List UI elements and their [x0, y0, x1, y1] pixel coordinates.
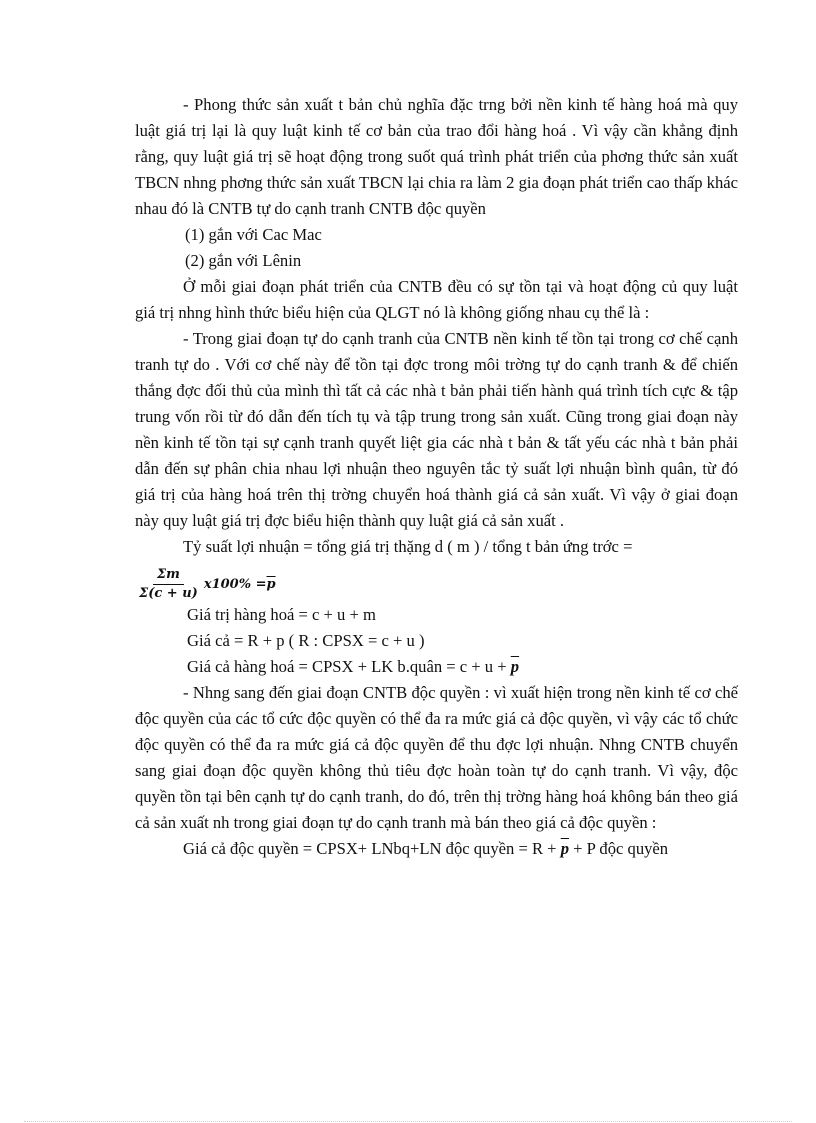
- list-item-2: (2) gắn với Lênin: [185, 251, 302, 270]
- average-profit-symbol: $\overline{p}$: [560, 839, 569, 858]
- paragraph-stages: Ở mỗi giai đoạn phát triển của CNTB đều có sự tồn tại và hoạt động củ quy luật giá trị nhng hình thức biểu hiện của QLGT nó là không giống nhau cụ thể là :: [135, 277, 738, 322]
- fraction-numerator: Σm: [153, 567, 184, 585]
- paragraph-monopoly-price: [135, 836, 738, 862]
- footer-divider: [24, 1121, 792, 1122]
- paragraph-profit-rate: Tỷ suất lợi nhuận = tổng giá trị thặng d ( m ) / tổng t bản ứng trớc =: [183, 537, 633, 556]
- formula-value: Giá trị hàng hoá = c + u + m: [187, 605, 376, 624]
- paragraph-free-competition: - Trong giai đoạn tự do cạnh tranh của CNTB nền kinh tế tồn tại trong cơ chế cạnh tranh tự do . Với cơ chế này để tồn tại đợc trong môi trờng tự do cạnh tranh & để chiến thắng đợc đối thủ của mình thì tất cả các nhà t bản phải tiến hành quá trình tích cực & tập trung vốn rồi từ đó dẫn đến tích tụ và tập trung trong sản xuất. Cũng trong giai đoạn này nền kinh tế tồn tại sự cạnh tranh quyết liệt gia các nhà t bản & tất yếu các nhà t bản phải dẫn đến sự phân chia nhau lợi nhuận theo nguyên tắc tỷ suất lợi nhuận bình quân, từ đó giá trị của hàng hoá trên thị trờng chuyển hoá thành giá cả sản xuất. Vì vậy ở giai đoạn này quy luật giá trị đợc biểu hiện thành quy luật giá cả sản xuất .: [135, 329, 738, 530]
- average-profit-symbol: $\overline{p}$: [266, 576, 276, 592]
- fraction-denominator: Σ(c + u): [139, 586, 198, 601]
- formula-price: Giá cả = R + p ( R : CPSX = c + u ): [187, 631, 425, 650]
- fraction-tail: x100% =: [203, 576, 267, 592]
- monopoly-price-text-b: + P độc quyền: [569, 839, 669, 858]
- formula-list: [135, 602, 738, 680]
- list-item-1: (1) gắn với Cac Mac: [185, 225, 322, 244]
- average-profit-symbol: $\overline{p}$: [510, 657, 520, 676]
- monopoly-price-text-a: Giá cả độc quyền = CPSX+ LNbq+LN độc quyền = R +: [183, 839, 561, 858]
- paragraph-intro: - Phong thức sản xuất t bản chủ nghĩa đặc trng bởi nền kinh tế hàng hoá mà quy luật giá trị lại là quy luật kinh tế cơ bản của trao đổi hàng hoá . Vì vậy cần khẳng định rằng, quy luật giá trị sẽ hoạt động trong suốt quá trình phát triển của phơng thức sản xuất TBCN nhng phơng thức sản xuất TBCN lại chia ra làm 2 gia đoạn phát triển cao thấp khác nhau đó là CNTB tự do cạnh tranh CNTB độc quyền: [135, 95, 738, 218]
- formula-goods-price-text: Giá cả hàng hoá = CPSX + LK b.quân = c + u +: [187, 657, 511, 676]
- fraction: [135, 567, 202, 602]
- paragraph-monopoly: - Nhng sang đến giai đoạn CNTB độc quyền : vì xuất hiện trong nền kinh tế cơ chế độc quyền của các tổ cức độc quyền có thể đa ra mức giá cả độc quyền, vì vậy các tổ chức độc quyền có thể đa ra mức giá cả độc quyền để thu đợc lợi nhuận. Nhng CNTB chuyển sang giai đoạn độc quyền không thủ tiêu đợc hoàn toàn tự do cạnh tranh. Vì vậy, độc quyền tồn tại bên cạnh tự do cạnh tranh, do đó, trên thị trờng hàng hoá không bán theo giá cả sản xuất nh trong giai đoạn tự do cạnh tranh mà bán theo giá cả độc quyền :: [135, 683, 738, 832]
- formula-goods-price: [187, 654, 738, 680]
- document-page: [135, 92, 738, 862]
- profit-rate-formula: [135, 567, 276, 602]
